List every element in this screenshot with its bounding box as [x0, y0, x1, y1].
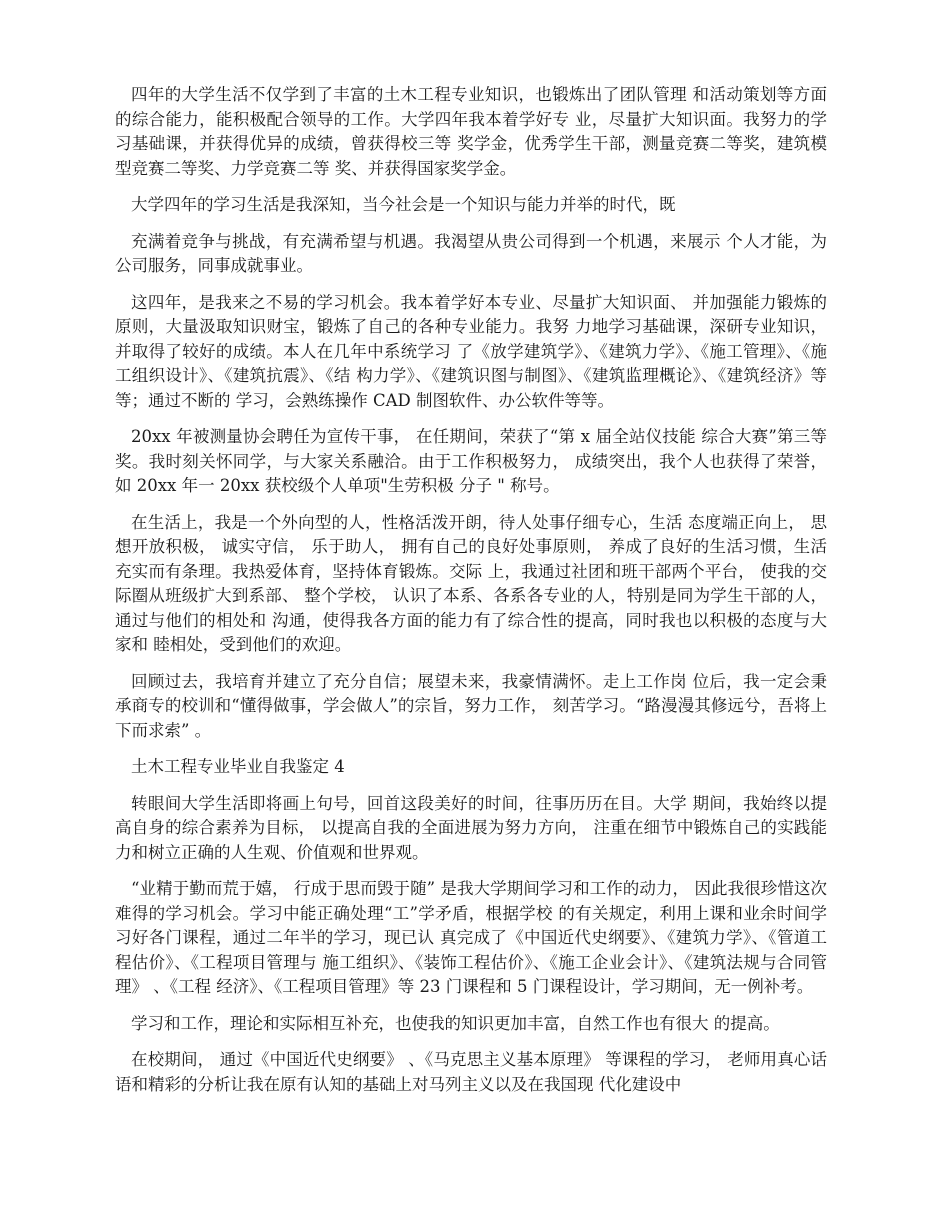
paragraph-school-period: 在校期间， 通过《中国近代史纲要》 、《马克思主义基本原理》 等课程的学习， 老师用真心话语和精彩的分析让我在原有认知的基础上对马列主义以及在我国现 代化建设中	[115, 1050, 827, 1094]
paragraph-theory-practice: 学习和工作，理论和实际相互补充，也使我的知识更加丰富，自然工作也有很大 的提高。	[131, 1013, 780, 1033]
paragraph-college-end: 转眼间大学生活即将画上句号，回首这段美好的时间，往事历历在目。大学 期间，我始终以提高自身的综合素养为目标， 以提高自我的全面进展为努力方向， 注重在细节中锻炼自己的实践能力和树立正确的人生观、价值观和世界观。	[115, 793, 827, 862]
paragraph-intro: 四年的大学生活不仅学到了丰富的土木工程专业知识，也锻炼出了团队管理 和活动策划等方面的综合能力，能积极配合领导的工作。大学四年我本着学好专 业，尽量扩大知识面。我努力的学习基础课，并获得优异的成绩，曾获得校三等 奖学金，优秀学生干部，测量竞赛二等奖，建筑模型竞赛二等奖、力学竞赛二等 奖、并获得国家奖学金。	[115, 85, 827, 178]
paragraph-competition: 充满着竞争与挑战，有充满希望与机遇。我渴望从贵公司得到一个机遇，来展示 个人才能，为公司服务，同事成就事业。	[115, 231, 827, 275]
document-body	[115, 83, 827, 1109]
paragraph-era: 大学四年的学习生活是我深知，当今社会是一个知识与能力并举的时代，既	[131, 195, 676, 214]
paragraph-association: 20xx 年被测量协会聘任为宣传干事， 在任期间，荣获了“第 x 届全站仪技能 综合大赛”第三等奖。我时刻关怀同学，与大家关系融洽。由于工作积极努力， 成绩突出，我个人也获得了荣誉，如 20xx 年一 20xx 获校级个人单项"生劳积极 分子 " 称号。	[115, 427, 827, 495]
section-heading: 土木工程专业毕业自我鉴定 4	[131, 757, 345, 776]
paragraph-life: 在生活上，我是一个外向型的人，性格活泼开朗，待人处事仔细专心，生活 态度端正向上， 思想开放积极， 诚实守信， 乐于助人， 拥有自己的良好处事原则， 养成了良好的生活习惯，生活充实而有条理。我热爱体育，坚持体育锻炼。交际 上，我通过社团和班干部两个平台， 使我的交际圈从班级扩大到系部、 整个学校， 认识了本系、各系各专业的人，特别是同为学生干部的人，通过与他们的相处和 沟通，使得我各方面的能力有了综合性的提高，同时我也以积极的态度与大家和 睦相处，受到他们的欢迎。	[115, 512, 827, 654]
paragraph-motto: “业精于勤而荒于嬉， 行成于思而毁于随” 是我大学期间学习和工作的动力， 因此我很珍惜这次难得的学习机会。学习中能正确处理“工”学矛盾，根据学校 的有关规定，利用上课和业余时间学习好各门课程，通过二年半的学习，现已认 真完成了《中国近代史纲要》、《建筑力学》、《管道工程估价》、《工程项目管理与 施工组织》、《装饰工程估价》、《施工企业会计》、《建筑法规与合同管理》 、《工程 经济》、《工程项目管理》等 23 门课程和 5 门课程设计，学习期间，无一例补考。	[115, 879, 827, 996]
paragraph-review: 回顾过去，我培育并建立了充分自信；展望未来，我豪情满怀。走上工作岗 位后，我一定会秉承商专的校训和“懂得做事，学会做人”的宗旨，努力工作， 刻苦学习。“路漫漫其修远兮，吾将上下而求索” 。	[115, 671, 827, 740]
paragraph-study: 这四年，是我来之不易的学习机会。我本着学好本专业、尽量扩大知识面、 并加强能力锻炼的原则，大量汲取知识财宝，锻炼了自己的各种专业能力。我努 力地学习基础课，深研专业知识，并取得了较好的成绩。本人在几年中系统学习 了《放学建筑学》、《建筑力学》、《施工管理》、《施工组织设计》、《建筑抗震》、《结 构力学》、《建筑识图与制图》、《建筑监理概论》、《建筑经济》等等；通过不断的 学习，会熟练操作 CAD 制图软件、办公软件等等。	[115, 292, 827, 410]
